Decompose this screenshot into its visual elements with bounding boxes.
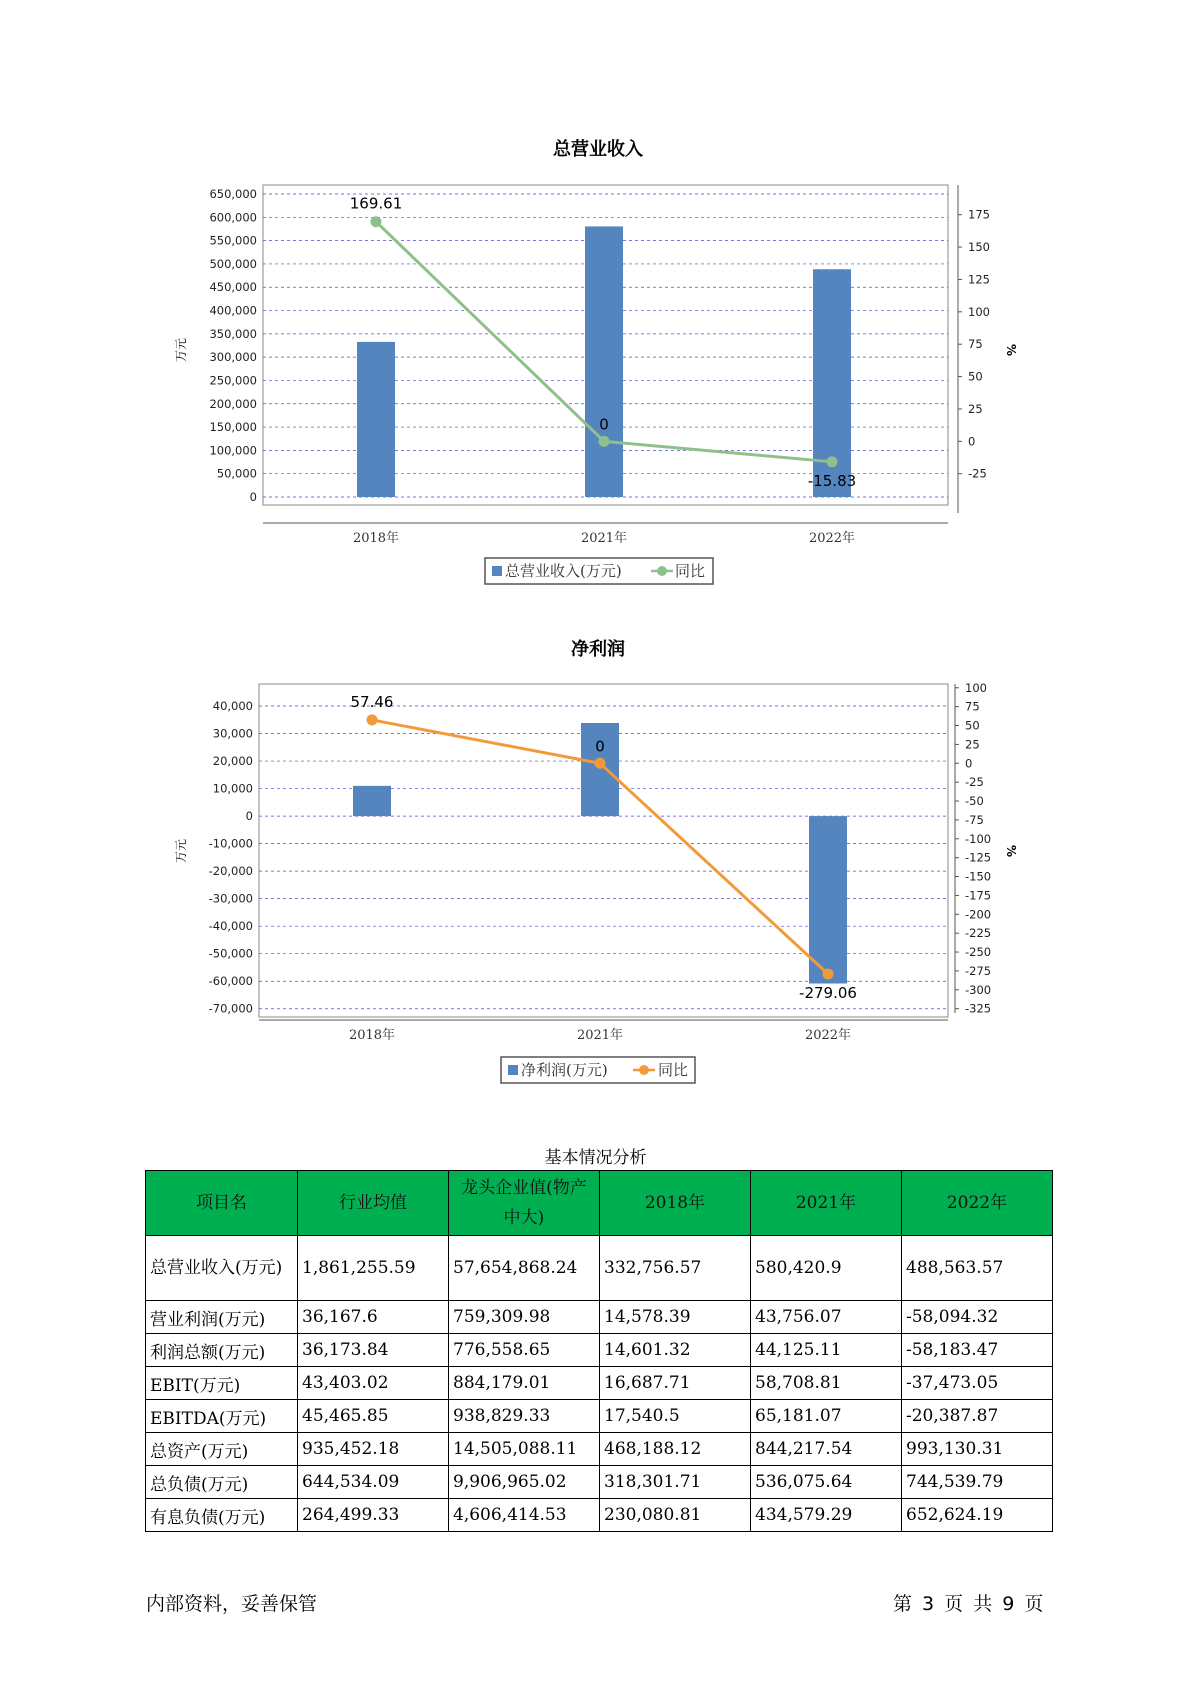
yoy-data-label: -15.83 <box>807 471 857 490</box>
x-tick-label: 2018年 <box>352 531 400 546</box>
row-label: 总负债(万元) <box>146 1466 298 1499</box>
x-tick-label: 2022年 <box>804 1028 852 1043</box>
yoy-data-label: 169.61 <box>349 194 403 213</box>
x-tick-label: 2022年 <box>808 531 856 546</box>
cell: -20,387.87 <box>902 1400 1053 1433</box>
row-label: EBIT(万元) <box>146 1367 298 1400</box>
yoy-data-label: 0 <box>595 737 605 756</box>
cell: 14,505,088.11 <box>449 1433 600 1466</box>
cell: 993,130.31 <box>902 1433 1053 1466</box>
header-industry-avg: 行业均值 <box>298 1171 449 1236</box>
left-tick-label: -20,000 <box>208 864 253 879</box>
table-row <box>146 1499 1053 1532</box>
row-label: EBITDA(万元) <box>146 1400 298 1433</box>
cell: 16,687.71 <box>600 1367 751 1400</box>
cell: 536,075.64 <box>751 1466 902 1499</box>
basic-analysis-table <box>145 1170 1053 1532</box>
legend-bar-label: 净利润(万元) <box>521 1061 608 1079</box>
cell: 14,601.32 <box>600 1334 751 1367</box>
left-tick-label: -30,000 <box>208 891 253 906</box>
cell: 759,309.98 <box>449 1301 600 1334</box>
cell: 644,534.09 <box>298 1466 449 1499</box>
table-row <box>146 1334 1053 1367</box>
header-2021: 2021年 <box>751 1171 902 1236</box>
cell: 935,452.18 <box>298 1433 449 1466</box>
cell: 36,167.6 <box>298 1301 449 1334</box>
right-tick-label: 100 <box>965 680 987 695</box>
header-2018: 2018年 <box>600 1171 751 1236</box>
cell: 44,125.11 <box>751 1334 902 1367</box>
x-tick-label: 2021年 <box>576 1028 624 1043</box>
right-tick-label: 75 <box>965 699 980 714</box>
right-tick-label: -50 <box>965 794 984 809</box>
cell: 45,465.85 <box>298 1400 449 1433</box>
left-tick-label: 0 <box>249 490 257 504</box>
revenue-chart <box>0 120 1191 590</box>
left-tick-label: 200,000 <box>209 396 257 411</box>
left-tick-label: -50,000 <box>208 946 253 961</box>
right-tick-label: -300 <box>965 982 992 997</box>
left-tick-label: 20,000 <box>212 754 253 769</box>
left-axis <box>209 699 253 1016</box>
left-axis <box>209 187 257 504</box>
row-label: 总资产(万元) <box>146 1433 298 1466</box>
table-row <box>146 1301 1053 1334</box>
right-tick-label: -100 <box>965 831 992 846</box>
legend-line-marker <box>639 1065 649 1075</box>
right-tick-label: -150 <box>965 869 992 884</box>
right-tick-label: 50 <box>968 369 983 384</box>
footer-page-number: 第 3 页 共 9 页 <box>893 1593 1044 1615</box>
left-tick-label: 10,000 <box>212 781 253 796</box>
x-tick-label: 2021年 <box>580 531 628 546</box>
right-tick-label: -250 <box>965 945 992 960</box>
left-tick-label: -40,000 <box>208 919 253 934</box>
cell: -58,094.32 <box>902 1301 1053 1334</box>
table-row <box>146 1367 1053 1400</box>
left-tick-label: 350,000 <box>209 326 257 341</box>
bar <box>809 816 847 983</box>
right-tick-label: 50 <box>965 718 980 733</box>
bar <box>585 226 623 497</box>
row-label: 有息负债(万元) <box>146 1499 298 1532</box>
table-title: 基本情况分析 <box>544 1148 647 1168</box>
left-tick-label: 50,000 <box>216 466 257 481</box>
right-axis <box>955 681 991 1016</box>
cell: 264,499.33 <box>298 1499 449 1532</box>
cell: 43,756.07 <box>751 1301 902 1334</box>
right-tick-label: -275 <box>965 963 992 978</box>
footer-confidential-note: 内部资料，妥善保管 <box>146 1593 318 1615</box>
right-tick-label: -200 <box>965 907 992 922</box>
cell: 9,906,965.02 <box>449 1466 600 1499</box>
cell: 17,540.5 <box>600 1400 751 1433</box>
row-label: 营业利润(万元) <box>146 1301 298 1334</box>
legend-line-marker <box>657 566 667 576</box>
x-axis <box>259 1020 948 1043</box>
net-profit-chart <box>0 618 1191 1088</box>
right-tick-label: -25 <box>968 466 987 481</box>
table-row <box>146 1466 1053 1499</box>
cell: 57,654,868.24 <box>449 1236 600 1301</box>
right-tick-label: -225 <box>965 926 992 941</box>
left-tick-label: 0 <box>245 809 253 824</box>
left-tick-label: 100,000 <box>209 443 257 458</box>
cell: 488,563.57 <box>902 1236 1053 1301</box>
left-tick-label: 300,000 <box>209 350 257 365</box>
table-header-row <box>146 1171 1053 1236</box>
legend-bar-swatch <box>492 566 502 576</box>
cell: 58,708.81 <box>751 1367 902 1400</box>
cell: 318,301.71 <box>600 1466 751 1499</box>
bar <box>353 786 391 816</box>
right-tick-label: -125 <box>965 850 992 865</box>
right-axis-title: % <box>1004 343 1018 357</box>
right-tick-label: 175 <box>968 207 990 222</box>
table-row <box>146 1236 1053 1301</box>
legend-bar-label: 总营业收入(万元) <box>505 562 622 580</box>
cell: 36,173.84 <box>298 1334 449 1367</box>
cell: 468,188.12 <box>600 1433 751 1466</box>
header-leader-value: 龙头企业值(物产中大) <box>449 1171 600 1236</box>
bar <box>357 342 395 497</box>
yoy-data-label: -279.06 <box>799 984 857 1003</box>
right-tick-label: 0 <box>968 434 976 449</box>
yoy-point <box>827 456 838 467</box>
table-row <box>146 1400 1053 1433</box>
header-2022: 2022年 <box>902 1171 1053 1236</box>
left-tick-label: 450,000 <box>209 280 257 295</box>
left-tick-label: 250,000 <box>209 373 257 388</box>
cell: -58,183.47 <box>902 1334 1053 1367</box>
table-row <box>146 1433 1053 1466</box>
left-tick-label: 550,000 <box>209 233 257 248</box>
row-label: 总营业收入(万元) <box>146 1236 298 1301</box>
cell: 14,578.39 <box>600 1301 751 1334</box>
yoy-point <box>823 969 834 980</box>
left-tick-label: 600,000 <box>209 210 257 225</box>
yoy-point <box>367 714 378 725</box>
row-label: 利润总额(万元) <box>146 1334 298 1367</box>
right-tick-label: -325 <box>965 1001 992 1016</box>
cell: 434,579.29 <box>751 1499 902 1532</box>
left-tick-label: -60,000 <box>208 974 253 989</box>
left-tick-label: 30,000 <box>212 726 253 741</box>
left-tick-label: 40,000 <box>212 699 253 714</box>
cell: 230,080.81 <box>600 1499 751 1532</box>
left-axis-title: 万元 <box>174 838 188 864</box>
right-tick-label: 25 <box>968 401 983 416</box>
yoy-point <box>371 216 382 227</box>
left-tick-label: -70,000 <box>208 1001 253 1016</box>
chart-title: 总营业收入 <box>553 139 643 160</box>
cell: 744,539.79 <box>902 1466 1053 1499</box>
right-tick-label: 25 <box>965 737 980 752</box>
right-axis-title: % <box>1004 844 1018 858</box>
cell: 332,756.57 <box>600 1236 751 1301</box>
yoy-data-label: 57.46 <box>350 692 394 711</box>
legend <box>501 1057 695 1083</box>
right-tick-label: -75 <box>965 812 984 827</box>
x-axis <box>263 523 948 546</box>
legend-bar-swatch <box>508 1065 518 1075</box>
right-tick-label: 150 <box>968 240 990 255</box>
left-tick-label: -10,000 <box>208 836 253 851</box>
cell: 776,558.65 <box>449 1334 600 1367</box>
right-tick-label: 75 <box>968 337 983 352</box>
cell: 844,217.54 <box>751 1433 902 1466</box>
left-tick-label: 650,000 <box>209 187 257 201</box>
right-tick-label: -25 <box>965 775 984 790</box>
cell: 884,179.01 <box>449 1367 600 1400</box>
yoy-data-label: 0 <box>599 415 609 434</box>
legend <box>485 558 713 584</box>
cell: -37,473.05 <box>902 1367 1053 1400</box>
header-item-name: 项目名 <box>146 1171 298 1236</box>
right-tick-label: 100 <box>968 304 990 319</box>
cell: 938,829.33 <box>449 1400 600 1433</box>
cell: 652,624.19 <box>902 1499 1053 1532</box>
chart-title: 净利润 <box>571 639 625 660</box>
legend-line-label: 同比 <box>658 1061 689 1079</box>
left-tick-label: 150,000 <box>209 420 257 435</box>
cell: 43,403.02 <box>298 1367 449 1400</box>
right-tick-label: 0 <box>965 756 973 771</box>
legend-line-label: 同比 <box>675 562 706 580</box>
yoy-point <box>595 758 606 769</box>
left-tick-label: 500,000 <box>209 256 257 271</box>
cell: 4,606,414.53 <box>449 1499 600 1532</box>
yoy-point <box>599 436 610 447</box>
x-tick-label: 2018年 <box>348 1028 396 1043</box>
cell: 65,181.07 <box>751 1400 902 1433</box>
cell: 580,420.9 <box>751 1236 902 1301</box>
cell: 1,861,255.59 <box>298 1236 449 1301</box>
right-tick-label: 125 <box>968 272 990 287</box>
right-tick-label: -175 <box>965 888 992 903</box>
right-axis <box>958 185 990 513</box>
left-axis-title: 万元 <box>174 337 188 363</box>
left-tick-label: 400,000 <box>209 303 257 318</box>
